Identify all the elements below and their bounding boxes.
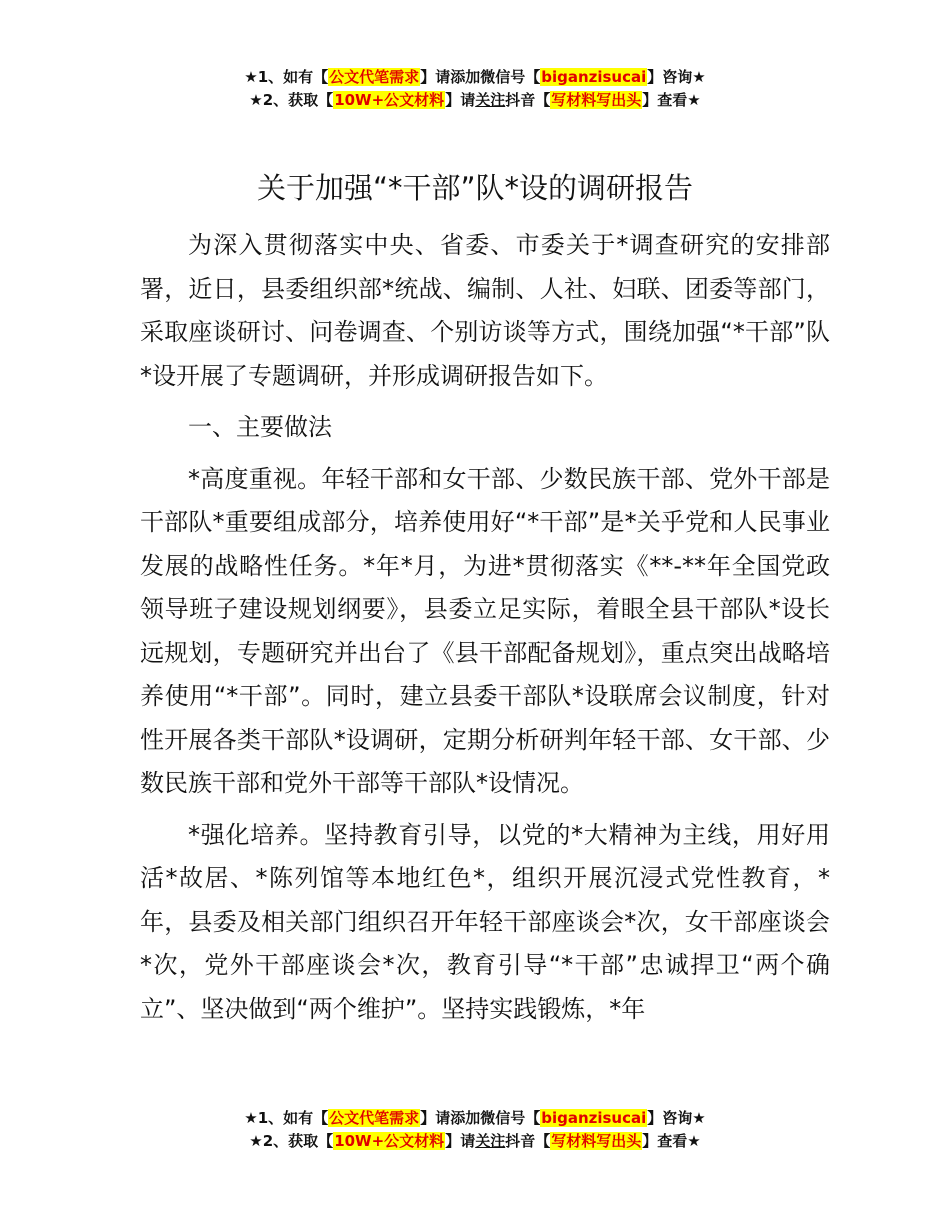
banner-text: ★2、获取【 xyxy=(249,1132,334,1150)
banner-text: 】请 xyxy=(445,1132,476,1150)
banner-highlight: 写材料写出头 xyxy=(551,91,642,109)
header-banner xyxy=(0,66,950,112)
banner-line-2 xyxy=(0,1130,950,1153)
banner-text: 】请添加微信号【 xyxy=(420,1109,541,1127)
body-paragraph-1: *高度重视。年轻干部和女干部、少数民族干部、党外干部是干部队*重要组成部分，培养使用好“*干部”是*关乎党和人民事业发展的战略性任务。*年*月，为进*贯彻落实《**-**年全国党政领导班子建设规划纲要》，县委立足实际，着眼全县干部队*设长远规划，专题研究并出台了《县干部配备规划》，重点突出战略培养使用“*干部”。同时，建立县委干部队*设联席会议制度，针对性开展各类干部队*设调研，定期分析研判年轻干部、女干部、少数民族干部和党外干部等干部队*设情况。 xyxy=(140,464,830,797)
banner-line-1 xyxy=(0,66,950,89)
document-body xyxy=(140,224,830,1031)
banner-text: ★1、如有【 xyxy=(244,68,329,86)
banner-text: 】请 xyxy=(445,91,476,109)
footer-banner xyxy=(0,1107,950,1153)
banner-highlight: 公文代笔需求 xyxy=(329,1109,420,1127)
banner-text: 】咨询★ xyxy=(647,68,706,86)
banner-text: ★1、如有【 xyxy=(244,1109,329,1127)
banner-text: ★2、获取【 xyxy=(249,91,334,109)
body-paragraph-2: *强化培养。坚持教育引导，以党的*大精神为主线，用好用活*故居、*陈列馆等本地红色*，组织开展沉浸式党性教育，*年，县委及相关部门组织召开年轻干部座谈会*次，女干部座谈会*次，党外干部座谈会*次，教育引导“*干部”忠诚捍卫“两个确立”、坚决做到“两个维护”。坚持实践锻炼，*年 xyxy=(140,820,830,1023)
banner-wechat-id: biganzisucai xyxy=(541,68,647,86)
banner-highlight: 10W+公文材料 xyxy=(334,91,445,109)
banner-text: 】查看★ xyxy=(642,91,701,109)
banner-underlined: 关注 xyxy=(475,1132,506,1150)
banner-line-2 xyxy=(0,89,950,112)
document-title: 关于加强“*干部”队*设的调研报告 xyxy=(256,171,694,205)
banner-wechat-id: biganzisucai xyxy=(541,1109,647,1127)
intro-paragraph: 为深入贯彻落实中央、省委、市委关于*调查研究的安排部署，近日，县委组织部*统战、编制、人社、妇联、团委等部门，采取座谈研讨、问卷调查、个别访谈等方式，围绕加强“*干部”队*设开展了专题调研，并形成调研报告如下。 xyxy=(140,231,830,390)
banner-underlined: 关注 xyxy=(475,91,506,109)
banner-text: 】请添加微信号【 xyxy=(420,68,541,86)
banner-text: 抖音【 xyxy=(505,1132,551,1150)
banner-line-1 xyxy=(0,1107,950,1130)
banner-highlight: 写材料写出头 xyxy=(551,1132,642,1150)
banner-text: 】查看★ xyxy=(642,1132,701,1150)
section-heading: 一、主要做法 xyxy=(188,413,332,441)
banner-highlight: 公文代笔需求 xyxy=(329,68,420,86)
banner-highlight: 10W+公文材料 xyxy=(334,1132,445,1150)
banner-text: 】咨询★ xyxy=(647,1109,706,1127)
banner-text: 抖音【 xyxy=(505,91,551,109)
